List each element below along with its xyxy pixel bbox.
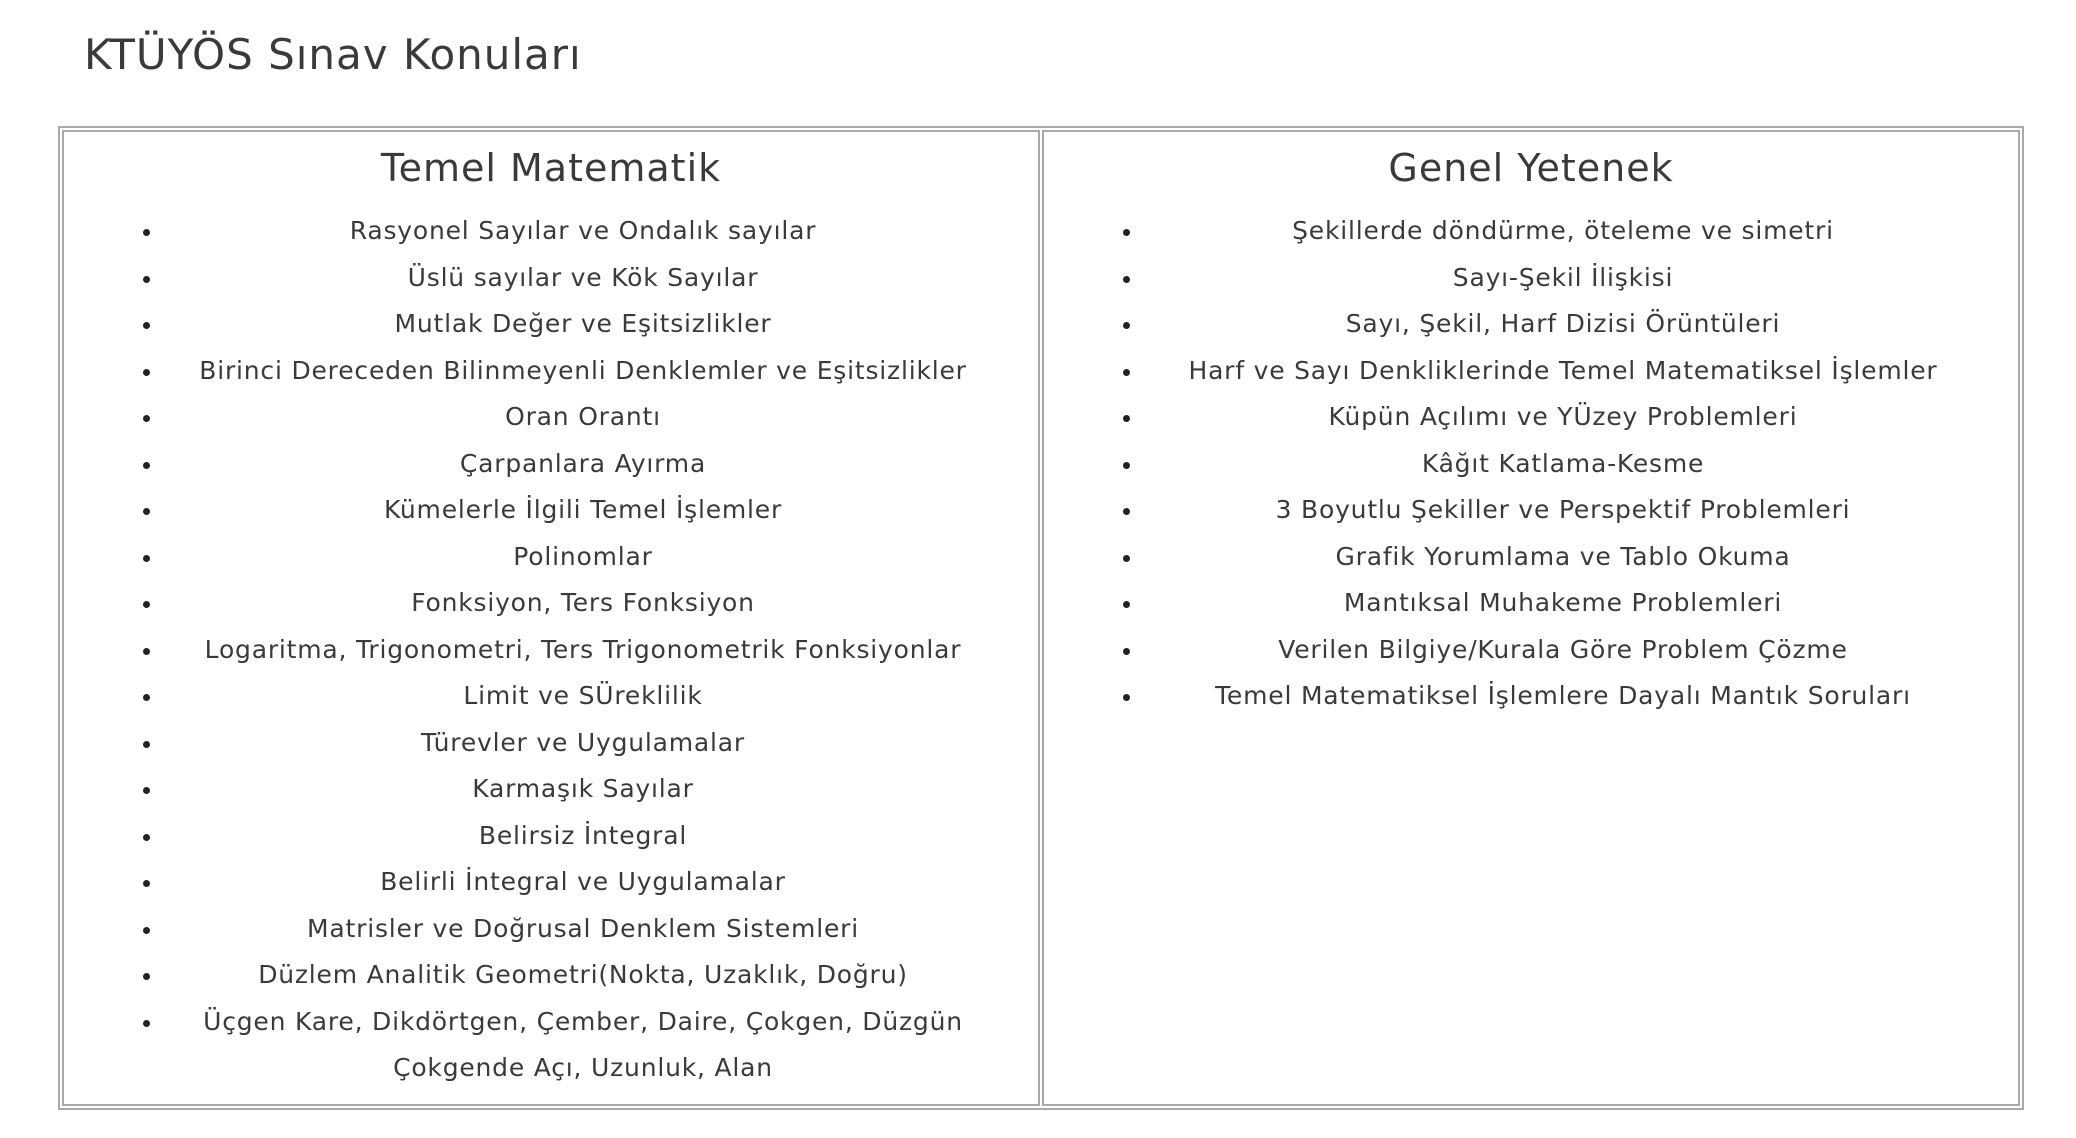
topic-list-item: • Karmaşık Sayılar [164, 766, 1002, 813]
column-temel-matematik [62, 130, 1040, 1106]
topic-list-item: • Verilen Bilgiye/Kurala Göre Problem Çözme [1144, 627, 1982, 674]
topic-list-item: • Çarpanlara Ayırma [164, 441, 1002, 488]
page-title: KTÜYÖS Sınav Konuları [84, 30, 582, 79]
topic-list-item: • Türevler ve Uygulamalar [164, 720, 1002, 767]
topic-list-item: • Üçgen Kare, Dikdörtgen, Çember, Daire, Çokgen, Düzgün Çokgende Açı, Uzunluk, Alan [164, 999, 1002, 1092]
topic-list-item: • Rasyonel Sayılar ve Ondalık sayılar [164, 208, 1002, 255]
topic-list-item: • Fonksiyon, Ters Fonksiyon [164, 580, 1002, 627]
topic-list-item: • Harf ve Sayı Denkliklerinde Temel Matematiksel İşlemler [1144, 348, 1982, 395]
topic-list-item: • Limit ve SÜreklilik [164, 673, 1002, 720]
column-genel-yetenek [1042, 130, 2020, 1106]
topic-list-genel-yetenek [1044, 208, 2018, 720]
column-heading-genel-yetenek: Genel Yetenek [1388, 146, 1674, 190]
topic-list-item: • Birinci Dereceden Bilinmeyenli Denklemler ve Eşitsizlikler [164, 348, 1002, 395]
topic-list-item: • Belirli İntegral ve Uygulamalar [164, 859, 1002, 906]
topic-list-item: • Üslü sayılar ve Kök Sayılar [164, 255, 1002, 302]
topic-list-item: • Oran Orantı [164, 394, 1002, 441]
topic-list-item: • Sayı, Şekil, Harf Dizisi Örüntüleri [1144, 301, 1982, 348]
topic-list-item: • 3 Boyutlu Şekiller ve Perspektif Problemleri [1144, 487, 1982, 534]
topic-list-item: • Grafik Yorumlama ve Tablo Okuma [1144, 534, 1982, 581]
topic-list-item: • Sayı-Şekil İlişkisi [1144, 255, 1982, 302]
topic-list-temel-matematik [64, 208, 1038, 1092]
topic-list-item: • Mutlak Değer ve Eşitsizlikler [164, 301, 1002, 348]
topic-list-item: • Matrisler ve Doğrusal Denklem Sistemleri [164, 906, 1002, 953]
topic-list-item: • Temel Matematiksel İşlemlere Dayalı Mantık Soruları [1144, 673, 1982, 720]
topic-list-item: • Logaritma, Trigonometri, Ters Trigonometrik Fonksiyonlar [164, 627, 1002, 674]
topics-table-row [62, 130, 2020, 1106]
topics-table [58, 126, 2024, 1110]
topic-list-item: • Şekillerde döndürme, öteleme ve simetri [1144, 208, 1982, 255]
column-heading-temel-matematik: Temel Matematik [380, 146, 722, 190]
topic-list-item: • Kâğıt Katlama-Kesme [1144, 441, 1982, 488]
topic-list-item: • Polinomlar [164, 534, 1002, 581]
topic-list-item: • Kümelerle İlgili Temel İşlemler [164, 487, 1002, 534]
topic-list-item: • Belirsiz İntegral [164, 813, 1002, 860]
topic-list-item: • Düzlem Analitik Geometri(Nokta, Uzaklık, Doğru) [164, 952, 1002, 999]
topic-list-item: • Küpün Açılımı ve YÜzey Problemleri [1144, 394, 1982, 441]
topic-list-item: • Mantıksal Muhakeme Problemleri [1144, 580, 1982, 627]
